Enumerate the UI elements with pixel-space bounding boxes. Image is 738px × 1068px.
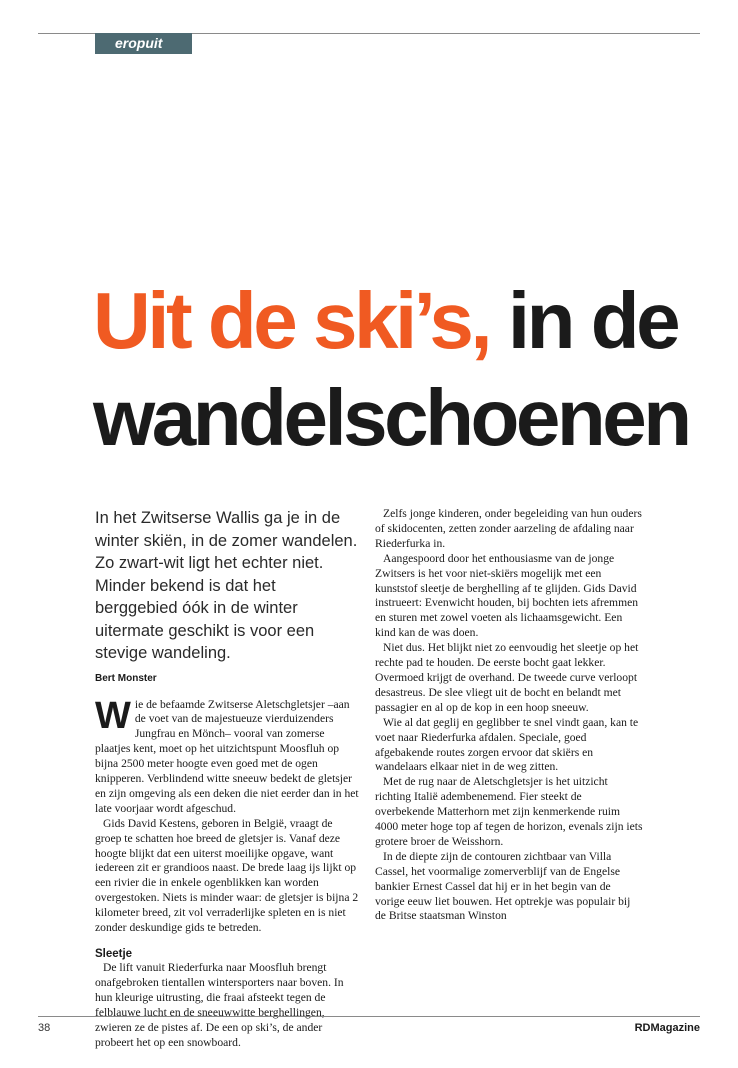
page-number: 38	[38, 1022, 51, 1034]
headline-line2: wandelschoenen	[93, 373, 689, 462]
paragraph: Niet dus. Het blijkt niet zo eenvoudig het sleetje op het rechte pad te houden. De eerste bocht gaat lekker. Overmoed krijgt de overhand. De tweede curve verloopt desastreus. De slee vliegt uit de bocht en belandt met passagier en al op de kop in een hoop sneeuw.	[375, 641, 639, 714]
bottom-rule	[38, 1016, 700, 1017]
headline	[93, 272, 713, 466]
section-tag: eropuit	[95, 33, 192, 54]
column-left	[95, 507, 360, 1050]
paragraph: Zelfs jonge kinderen, onder begeleiding van hun ouders of skidocenten, zetten zonder aarzeling de afdaling naar Riederfurka in.	[375, 507, 642, 550]
byline: Bert Monster	[95, 672, 157, 684]
paragraph: De lift vanuit Riederfurka naar Moosfluh brengt onafgebroken tientallen wintersporters naar boven. In hun kleurige uitrusting, die fraai afsteekt tegen de felblauwe lucht en de sneeuwwitte berghellingen, zwieren ze de pistes af. De een op ski’s, de ander probeert het op een snowboard.	[95, 961, 344, 1049]
paragraph-text: ie de befaamde Zwitserse Aletschgletsjer –aan de voet van de majestueuze vierduizenders Jungfrau en Mönch– vooral van zomerse plaatjes kent, moet op het uitzichtspunt Moosfluh op bijna 2500 meter hoogte even goed met de ogen knipperen. Verblindend witte sneeuw bedekt de gletsjer en zijn omgeving als een deken die niet eerder dan in het late voorjaar wordt afgeschud.	[95, 697, 359, 815]
paragraph	[95, 694, 360, 817]
headline-rest: in de	[507, 276, 678, 365]
headline-accent: Uit de ski’s,	[93, 276, 490, 365]
subheading: Sleetje	[95, 948, 133, 960]
column-right	[375, 507, 643, 924]
paragraph: Aangespoord door het enthousiasme van de jonge Zwitsers is het voor niet-skiërs mogelijk met een kunststof sleetje de berghelling af te glijden. Gids David instrueert: Evenwicht houden, bij bochten iets afremmen en sturen met zowel voeten als lichaamsgewicht. Een kind kan de was doen.	[375, 551, 639, 640]
intro-text: In het Zwitserse Wallis ga je in de winter skiën, in de zomer wandelen. Zo zwart-wit ligt het echter niet. Minder bekend is dat het berggebied óók in de winter uitermate geschikt is voor een stevige wandeling.	[95, 509, 358, 662]
magazine-name: RDMagazine	[634, 1022, 700, 1034]
drop-cap: W	[95, 694, 131, 737]
paragraph: In de diepte zijn de contouren zichtbaar van Villa Cassel, het voormalige zomerverblijf van de Engelse bankier Ernest Cassel dat hij er in het begin van de vorige eeuw liet bouwen. Het optrekje was populair bij de Britse staatsman Winston	[375, 849, 631, 923]
paragraph: Wie al dat geglij en geglibber te snel vindt gaan, kan te voet naar Riederfurka afdalen. Speciale, goed afgebakende routes zorgen ervoor dat skiërs en wandelaars elkaar niet in de weg zitten.	[375, 715, 639, 774]
paragraph: Met de rug naar de Aletschgletsjer is het uitzicht richting Italië adembenemend. Fier steekt de overbekende Matterhorn met zijn kenmerkende ruim 4000 meter hoge top af tegen de horizon, evenals zijn iets grotere broer de Weisshorn.	[375, 775, 643, 848]
paragraph: Gids David Kestens, geboren in België, vraagt de groep te schatten hoe breed de gletsjer is. Vanaf deze hoogte blijkt dat een uiterst moeilijke opgave, want iedereen zit er grandioos naast. De brede laag ijs lijkt op een rivier die in enkele ogenblikken kan worden overgestoken. Niets is minder waar: de gletsjer is bijna 2 kilometer breed, zit vol verraderlijke spleten en is niet zonder deskundige gids te betreden.	[95, 816, 359, 935]
